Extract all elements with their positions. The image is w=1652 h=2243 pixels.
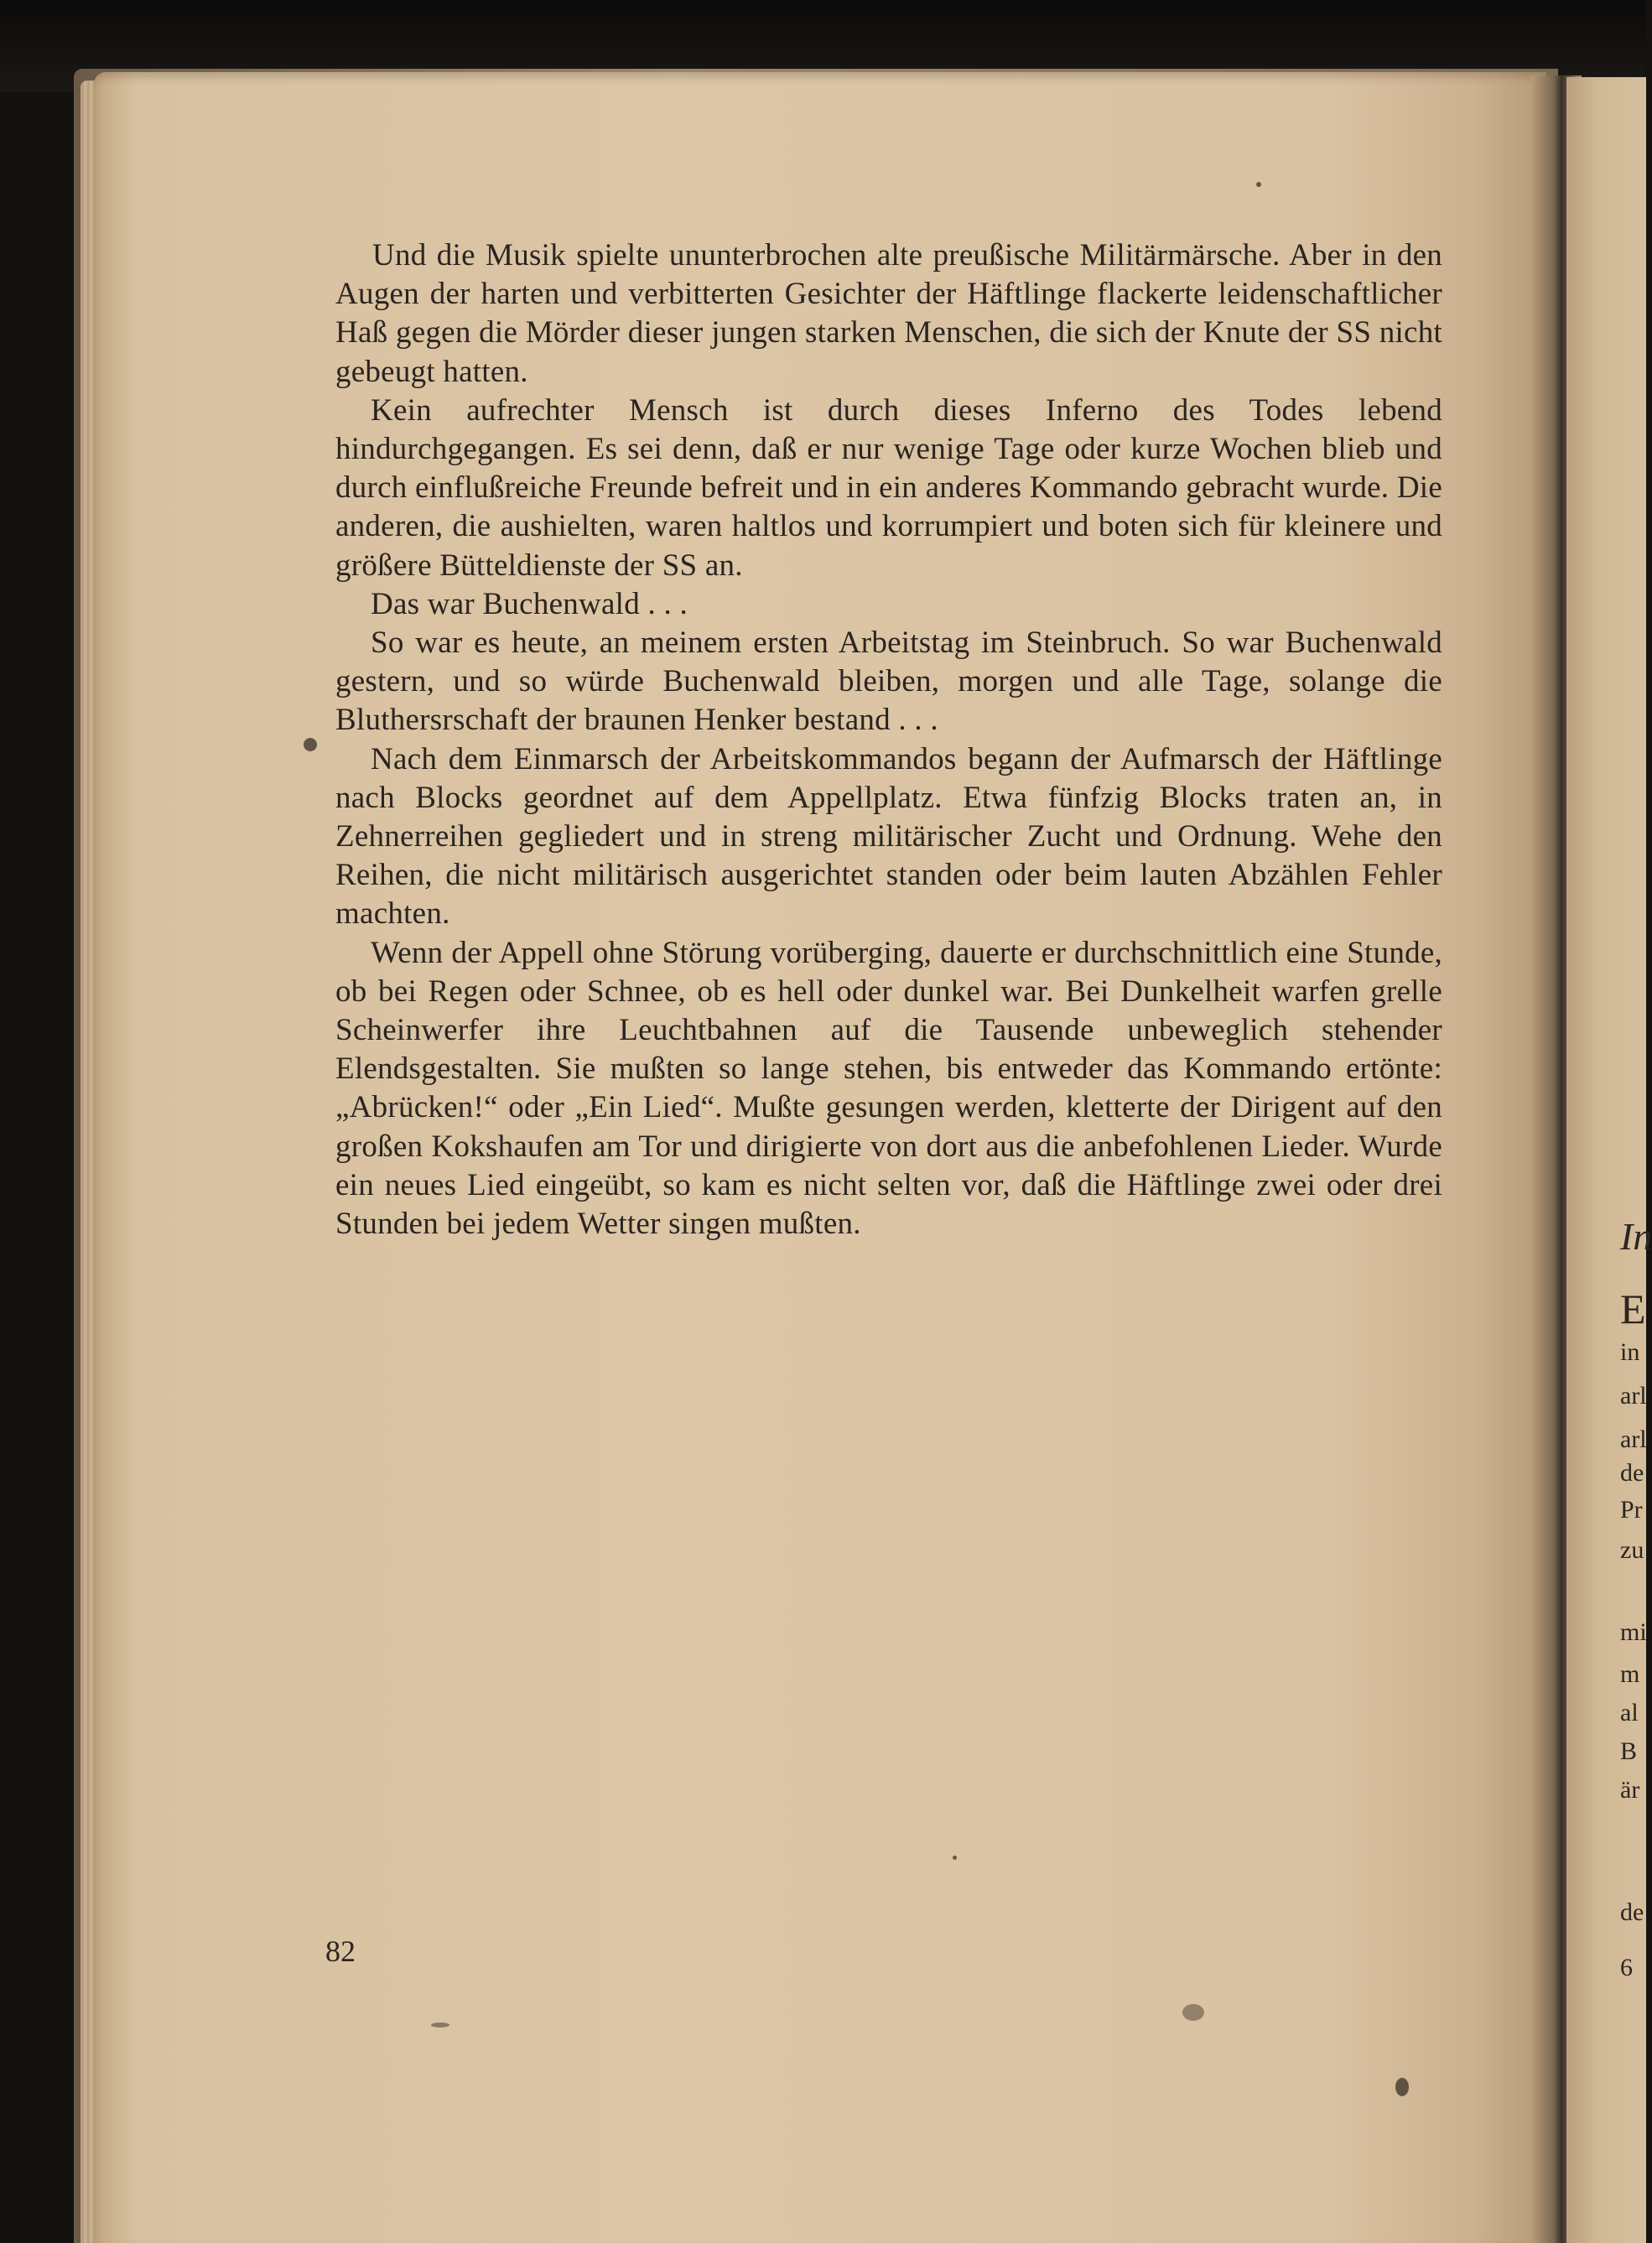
facing-page-text bbox=[1618, 0, 1652, 2243]
facing-page-fragment: Pr bbox=[1620, 1496, 1643, 1524]
page-number: 82 bbox=[325, 1934, 356, 1968]
facing-page-fragment: m bbox=[1620, 1660, 1640, 1688]
facing-page-fragment: är bbox=[1620, 1776, 1640, 1804]
facing-page-fragment: arl bbox=[1620, 1425, 1647, 1453]
paragraph: Das war Buchenwald . . . bbox=[371, 586, 688, 621]
facing-page-fragment: de bbox=[1620, 1898, 1644, 1926]
paper-speck bbox=[431, 2022, 449, 2028]
facing-page-fragment: de bbox=[1620, 1459, 1644, 1487]
paper-speck bbox=[1395, 2078, 1409, 2096]
facing-page-fragment: al bbox=[1620, 1699, 1639, 1726]
facing-page-fragment: arl bbox=[1620, 1382, 1647, 1410]
facing-page-fragment: mi bbox=[1620, 1618, 1647, 1646]
paragraph: Kein aufrechter Mensch ist durch dieses Inferno des Todes lebend hindurchgegangen. Es sei denn, daß er nur wenige Tage oder kurze Wochen blieb und durch einflußreiche Freunde befreit und in ein anderes Kommando gebracht wurde. Die anderen, die aushielten, waren haltlos und korrumpiert und boten sich für kleinere und größere Bütteldienste der SS an. bbox=[335, 392, 1442, 583]
facing-page-fragment: B bbox=[1620, 1737, 1638, 1765]
paragraph: Und die Musik spielte ununterbrochen alte preußische Militärmärsche. Aber in den Augen der harten und verbitterten Gesichter der Häftlinge flackerte leidenschaftlicher Haß gegen die Mörder dieser jungen starken Menschen, die sich der Knute der SS nicht gebeugt hatten. bbox=[335, 238, 1442, 389]
paragraph: Wenn der Appell ohne Störung vorüberging, dauerte er durchschnittlich eine Stunde, ob bei Regen oder Schnee, ob es hell oder dunkel war. Bei Dunkelheit warfen grelle Scheinwerfer ihre Leuchtbahnen auf die Tausende unbeweglich stehender Elendsgestalten. Sie mußten so lange stehen, bis entweder das Kommando ertönte: „Abrücken!“ oder „Ein Lied“. Mußte gesungen werden, kletterte der Dirigent auf den großen Kokshaufen am Tor und dirigierte von dort aus die anbefohlenen Lieder. Wurde ein neues Lied eingeübt, so kam es nicht selten vor, daß die Häftlinge zwei oder drei Stunden bei jedem Wetter singen mußten. bbox=[335, 935, 1442, 1242]
paragraph: So war es heute, an meinem ersten Arbeitstag im Steinbruch. So war Buchenwald gestern, und so würde Buchenwald bleiben, morgen und alle Tage, solange die Bluthersrschaft der braunen Henker bestand . . . bbox=[335, 626, 1442, 738]
paper-speck bbox=[1182, 2004, 1204, 2021]
body-text bbox=[335, 236, 1442, 1244]
facing-page-fragment: 6 bbox=[1620, 1954, 1633, 1981]
facing-page-fragment: E bbox=[1620, 1285, 1646, 1332]
paper-speck bbox=[304, 738, 317, 751]
paper-speck bbox=[1256, 182, 1261, 187]
facing-page-fragment: In bbox=[1620, 1215, 1652, 1258]
paper-speck bbox=[953, 1856, 957, 1860]
facing-page-fragment: in bbox=[1620, 1338, 1640, 1366]
paragraph: Nach dem Einmarsch der Arbeitskommandos begann der Aufmarsch der Häftlinge nach Blocks geordnet auf dem Appellplatz. Etwa fünfzig Blocks traten an, in Zehnerreihen gegliedert und in streng militärischer Zucht und Ordnung. Wehe den Reihen, die nicht militärisch ausgerichtet standen oder beim lauten Abzählen Fehler machten. bbox=[335, 741, 1442, 932]
facing-page-fragment: zu bbox=[1620, 1536, 1644, 1564]
